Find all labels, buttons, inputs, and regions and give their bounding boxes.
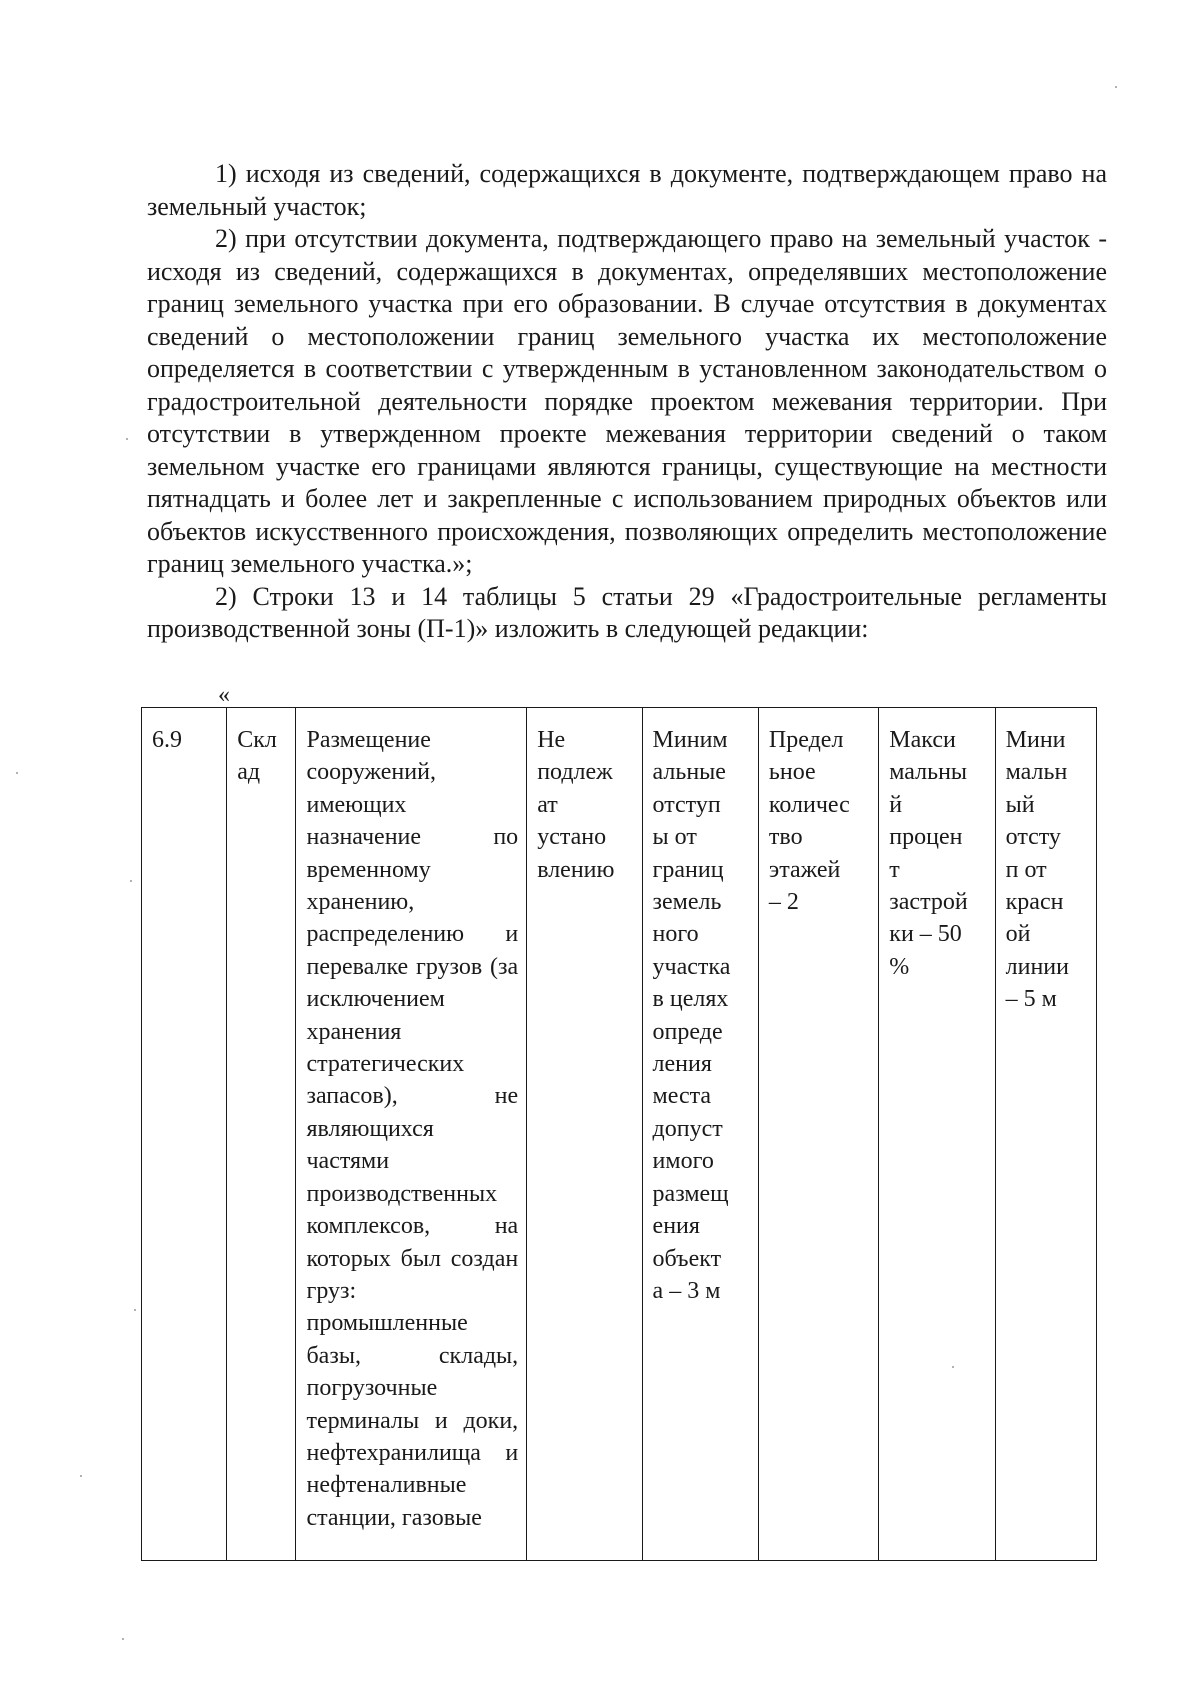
param-4-text: Макси мальны й процен т застрой ки – 50 %: [889, 727, 968, 980]
cell-code: [142, 708, 227, 1561]
regulations-table: [141, 707, 1097, 1561]
table-row: [142, 708, 1097, 1561]
param-5-text: Мини мальн ый отсту п от красн ой линии – 5 м: [1005, 727, 1069, 1013]
body-text: [147, 158, 1107, 646]
scan-speck: [122, 1638, 124, 1640]
param-3-text: Предел ьное количес тво этажей – 2: [768, 727, 850, 916]
cell-param-4: [879, 708, 995, 1561]
cell-param-3: [758, 708, 878, 1561]
cell-param-5: [995, 708, 1096, 1561]
description-text: Размещение сооружений, имеющих назначение по временному хранению, распределению и перевалке грузов (за исключением хранения стратегических запасов), не являющихся частями производственных комплексов, на которых был создан груз: промышленные базы, склады, погрузочные терминалы и доки, нефтехранилища и нефтеналивные станции, газовые: [306, 727, 519, 1531]
opening-quote: «: [218, 682, 230, 708]
paragraph-amendment: 2) Строки 13 и 14 таблицы 5 статьи 29 «Градостроительные регламенты производственной зоны (П-1)» изложить в следующей редакции:: [147, 581, 1107, 643]
paragraph-item-1: 1) исходя из сведений, содержащихся в документе, подтверждающем право на земельный участок;: [147, 159, 1107, 221]
param-1-text: Не подлеж ат устано влению: [537, 727, 615, 883]
code-text: 6.9: [152, 727, 182, 753]
cell-param-2: [642, 708, 758, 1561]
cell-param-1: [527, 708, 642, 1561]
scan-speck: [126, 438, 128, 440]
scan-speck: [130, 880, 132, 882]
name-text: Скл ад: [237, 727, 277, 786]
cell-description: [296, 708, 527, 1561]
scan-speck: [1115, 86, 1117, 88]
scan-speck: [952, 1366, 954, 1368]
param-2-text: Миним альные отступ ы от границ земель ного участка в целях опреде ления места допуст имого размещ ения объект а – 3 м: [652, 727, 731, 1304]
scan-speck: [134, 1309, 136, 1311]
paragraph-item-2: 2) при отсутствии документа, подтверждающего право на земельный участок - исходя из сведений, содержащихся в документах, определявших местоположение границ земельного участка при его образовании. В случае отсутствия в документах сведений о местоположении границ земельного участка их местоположение определяется в соответствии с утвержденным в установленном законодательством о градостроительной деятельности порядке проектом межевания территории. При отсутствии в утвержденном проекте межевания территории сведений о таком земельном участке его границами являются границы, существующие на местности пятнадцать и более лет и закрепленные с использованием природных объектов или объектов искусственного происхождения, позволяющих определить местоположение границ земельного участка.»;: [147, 224, 1107, 578]
scan-speck: [80, 1475, 82, 1477]
scan-speck: [16, 772, 18, 774]
cell-name: [227, 708, 296, 1561]
